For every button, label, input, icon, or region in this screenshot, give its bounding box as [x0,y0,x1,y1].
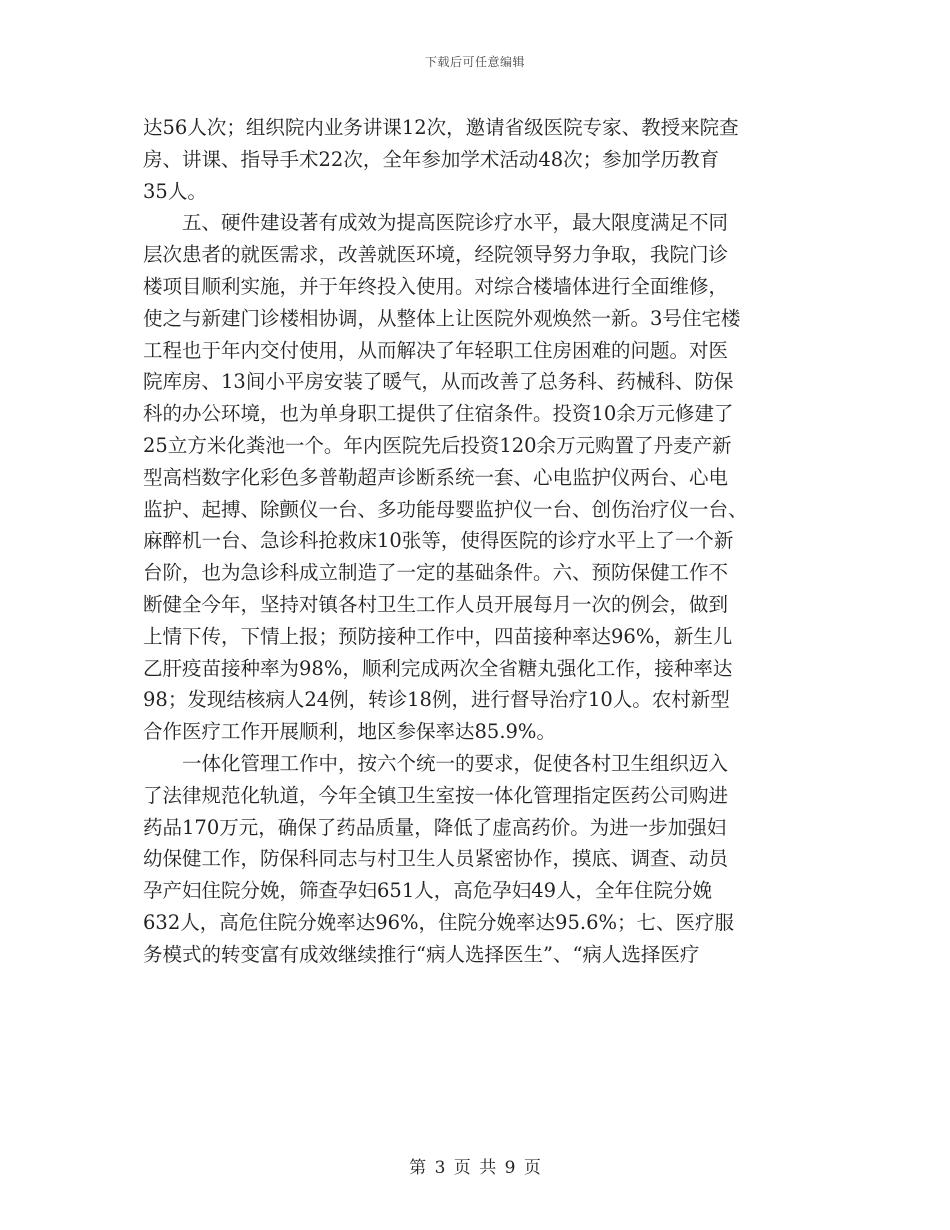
text-line: 合作医疗工作开展顺利，地区参保率达85.9%。 [143,720,556,744]
text-line: 一体化管理工作中，按六个统一的要求，促使各村卫生组织迈入 [182,751,729,775]
text-line: 楼项目顺利实施，并于年终投入使用。对综合楼墙体进行全面维修， [143,274,729,298]
text-line: 25立方米化粪池一个。年内医院先后投资120余万元购置了丹麦产新 [143,433,732,457]
text-line: 五、硬件建设著有成效为提高医院诊疗水平，最大限度满足不同 [182,211,729,235]
text-line: 孕产妇住院分娩，筛查孕妇651人，高危孕妇49人，全年住院分娩 [143,879,713,903]
text-line: 台阶，也为急诊科成立制造了一定的基础条件。六、预防保健工作不 [143,561,729,585]
text-line: 务模式的转变富有成效继续推行“病人选择医生”、“病人选择医疗 [143,942,700,966]
document-body [143,112,808,971]
text-line: 房、讲课、指导手术22次，全年参加学术活动48次；参加学历教育 [143,147,720,171]
page-number-footer: 第 3 页 共 9 页 [409,1158,541,1178]
text-line: 药品170万元，确保了药品质量，降低了虚高药价。为进一步加强妇 [143,815,727,839]
text-line: 达56人次；组织院内业务讲课12次，邀请省级医院专家、教授来院查 [143,116,739,139]
text-line: 632人，高危住院分娩率达96%，住院分娩率达95.6%；七、医疗服 [143,910,735,934]
text-line: 乙肝疫苗接种率为98%，顺利完成两次全省糖丸强化工作，接种率达 [143,656,733,680]
text-line: 98；发现结核病人24例，转诊18例，进行督导治疗10人。农村新型 [143,688,730,712]
text-line: 了法律规范化轨道，今年全镇卫生室按一体化管理指定医药公司购进 [143,783,729,807]
text-line: 型高档数字化彩色多普勒超声诊断系统一套、心电监护仪两台、心电 [143,465,729,489]
text-line: 麻醉机一台、急诊科抢救床10张等，使得医院的诊疗水平上了一个新 [143,529,734,553]
text-line: 幼保健工作，防保科同志与村卫生人员紧密协作，摸底、调查、动员 [143,847,729,871]
text-line: 断健全今年，坚持对镇各村卫生工作人员开展每月一次的例会，做到 [143,592,729,616]
text-line: 监护、起搏、除颤仪一台、多功能母婴监护仪一台、创伤治疗仪一台、 [143,497,748,521]
text-line: 上情下传，下情上报；预防接种工作中，四苗接种率达96%，新生儿 [143,624,733,648]
paragraph-3 [143,748,808,971]
text-line: 35人。 [143,179,207,203]
text-line: 工程也于年内交付使用，从而解决了年轻职工住房困难的问题。对医 [143,338,729,362]
text-line: 院库房、13间小平房安装了暖气，从而改善了总务科、药械科、防保 [143,370,734,394]
text-line: 层次患者的就医需求，改善就医环境，经院领导努力争取，我院门诊 [143,243,729,267]
paragraph-1 [143,112,808,207]
text-line: 使之与新建门诊楼相协调，从整体上让医院外观焕然一新。3号住宅楼 [143,306,741,330]
text-line: 科的办公环境，也为单身职工提供了住宿条件。投资10余万元修建了 [143,402,734,426]
page-header: 下载后可任意编辑 [424,55,525,69]
paragraph-2 [143,207,808,748]
